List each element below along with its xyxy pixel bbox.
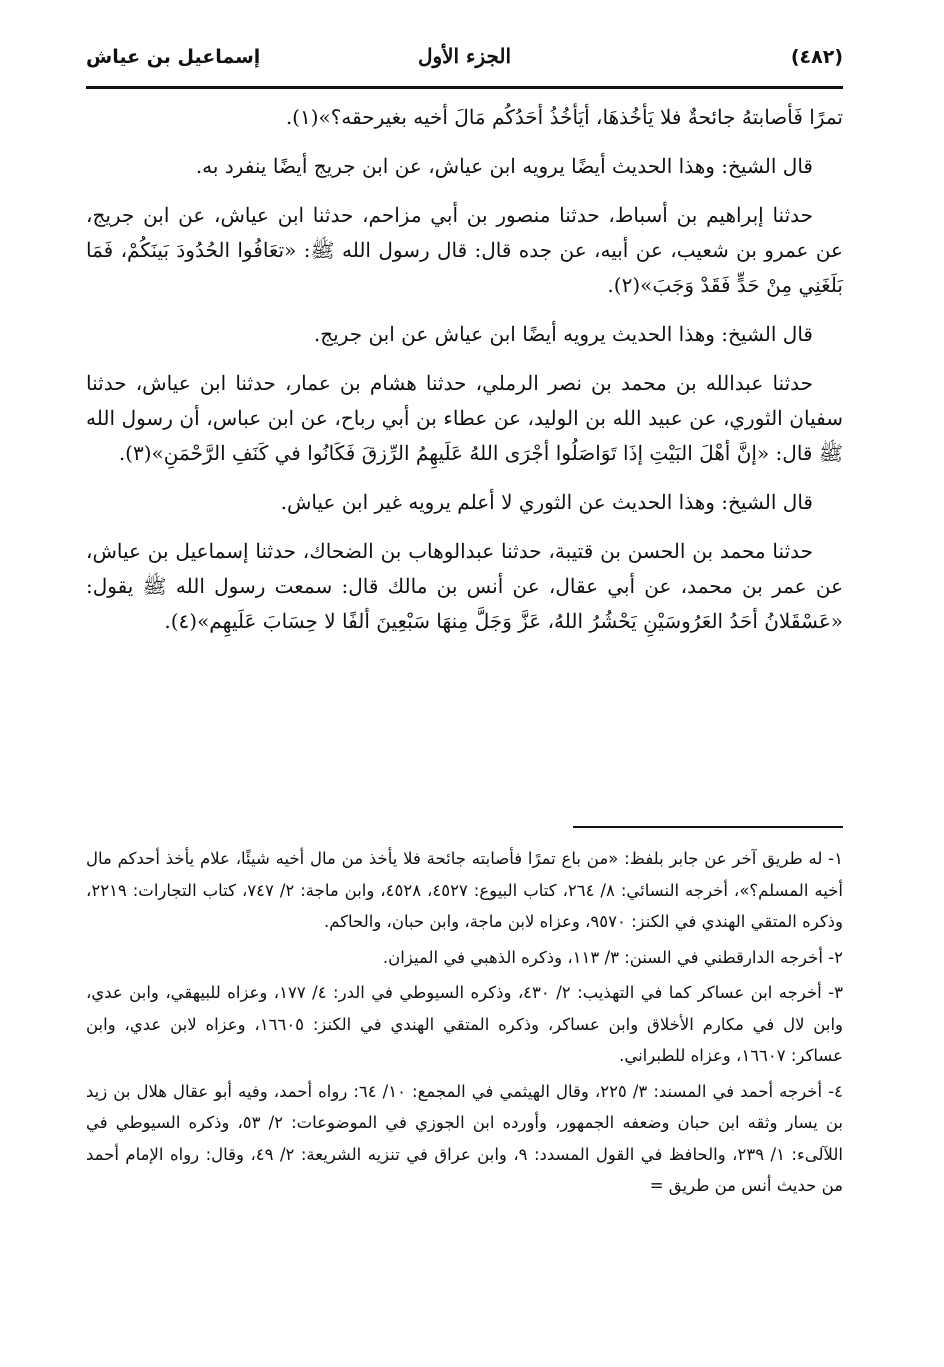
paragraph: قال الشيخ: وهذا الحديث أيضًا يرويه ابن عياش، عن ابن جريج أيضًا ينفرد به.	[195, 154, 813, 178]
paragraph: حدثنا إبراهيم بن أسباط، حدثنا منصور بن أبي مزاحم، حدثنا ابن عياش، عن ابن جريج، عن عمرو بن شعيب، عن أبيه، عن جده قال: قال رسول الله ﷺ: «تعَافُوا الحُدُودَ بَينَكُمْ، فَمَا بَلَغَنِي مِنْ حَدٍّ فَقَدْ وَجَبَ»(٢).	[86, 203, 843, 297]
paragraph: قال الشيخ: وهذا الحديث عن الثوري لا أعلم يرويه غير ابن عياش.	[280, 490, 813, 514]
paragraph: حدثنا عبدالله بن محمد بن نصر الرملي، حدثنا هشام بن عمار، حدثنا ابن عياش، حدثنا سفيان الثوري، عن عبيد الله بن الوليد، عن عطاء بن أبي رباح، عن ابن عباس، أن رسول الله ﷺ قال: «إنَّ أهْلَ البَيْتِ إذَا تَوَاصَلُوا أجْرَى اللهُ عَلَيهِمُ الرِّزقَ فَكَانُوا في كَنَفِ الرَّحْمَنِ»(٣).	[86, 371, 843, 465]
paragraph: حدثنا محمد بن الحسن بن قتيبة، حدثنا عبدالوهاب بن الضحاك، حدثنا إسماعيل بن عياش، عن عمر بن محمد، عن أبي عقال، عن أنس بن مالك قال: سمعت رسول الله ﷺ يقول: «عَسْقَلانُ أحَدُ العَرُوسَيْنِ يَحْشُرُ اللهُ، عَزَّ وَجَلَّ مِنهَا سَبْعِينَ ألفًا لا حِسَابَ عَلَيهِم»(٤).	[86, 539, 843, 633]
main-text	[86, 100, 843, 653]
footnote: ٤- أخرجه أحمد في المسند: ٣/ ٢٢٥، وقال الهيثمي في المجمع: ١٠/ ٦٤: رواه أحمد، وفيه أبو عقال هلال بن زيد بن يسار وثقه ابن حبان وضعفه الجمهور، وأورده ابن الجوزي في الموضوعات: ٢/ ٥٣، وذكره السيوطي في اللآلىء: ١/ ٢٣٩، والحافظ في القول المسدد: ٩، وابن عراق في تنزيه الشريعة: ٢/ ٤٩، وقال: رواه الإمام أحمد من حديث أنس من طريق =	[86, 1081, 843, 1195]
footnote: ١- له طريق آخر عن جابر بلفظ: «من باع تمرًا فأصابته جائحة فلا يأخذ من مال أخيه شيئًا، علام يأخذ أحدكم مال أخيه المسلم؟»، أخرجه النسائي: ٨/ ٢٦٤، كتاب البيوع: ٤٥٢٧، ٤٥٢٨، وابن ماجة: ٢/ ٧٤٧، كتاب التجارات: ٢٢١٩، وذكره المتقي الهندي في الكنز: ٩٥٧٠، وعزاه لابن ماجة، وابن حبان، والحاكم.	[86, 849, 843, 931]
page-header	[86, 40, 843, 84]
paragraph: قال الشيخ: وهذا الحديث يرويه أيضًا ابن عياش عن ابن جريج.	[313, 322, 813, 346]
footnotes	[86, 843, 843, 1206]
page-number: (٤٨٢)	[790, 46, 843, 68]
header-rule	[86, 86, 843, 89]
volume-title: الجزء الأول	[417, 44, 512, 68]
chapter-title: إسماعيل بن عياش	[86, 46, 261, 68]
footnote: ٣- أخرجه ابن عساكر كما في التهذيب: ٢/ ٤٣٠، وذكره السيوطي في الدر: ٤/ ١٧٧، وعزاه للبيهقي، وابن عدي، وابن لال في مكارم الأخلاق وابن عساكر، وذكره المتقي الهندي في الكنز: ١٦٦٠٥، وعزاه لابن عدي، وابن عساكر: ١٦٦٠٧، وعزاه للطبراني.	[86, 983, 844, 1065]
paragraph: تمرًا فَأصابتهُ جائحةٌ فلا يَأخُذهَا، أيَأخُذُ أحَدُكُم مَالَ أخيه بغيرحقه؟»(١).	[285, 105, 843, 129]
footnote: ٢- أخرجه الدارقطني في السنن: ٣/ ١١٣، وذكره الذهبي في الميزان.	[382, 947, 843, 967]
footnote-separator	[573, 826, 843, 828]
